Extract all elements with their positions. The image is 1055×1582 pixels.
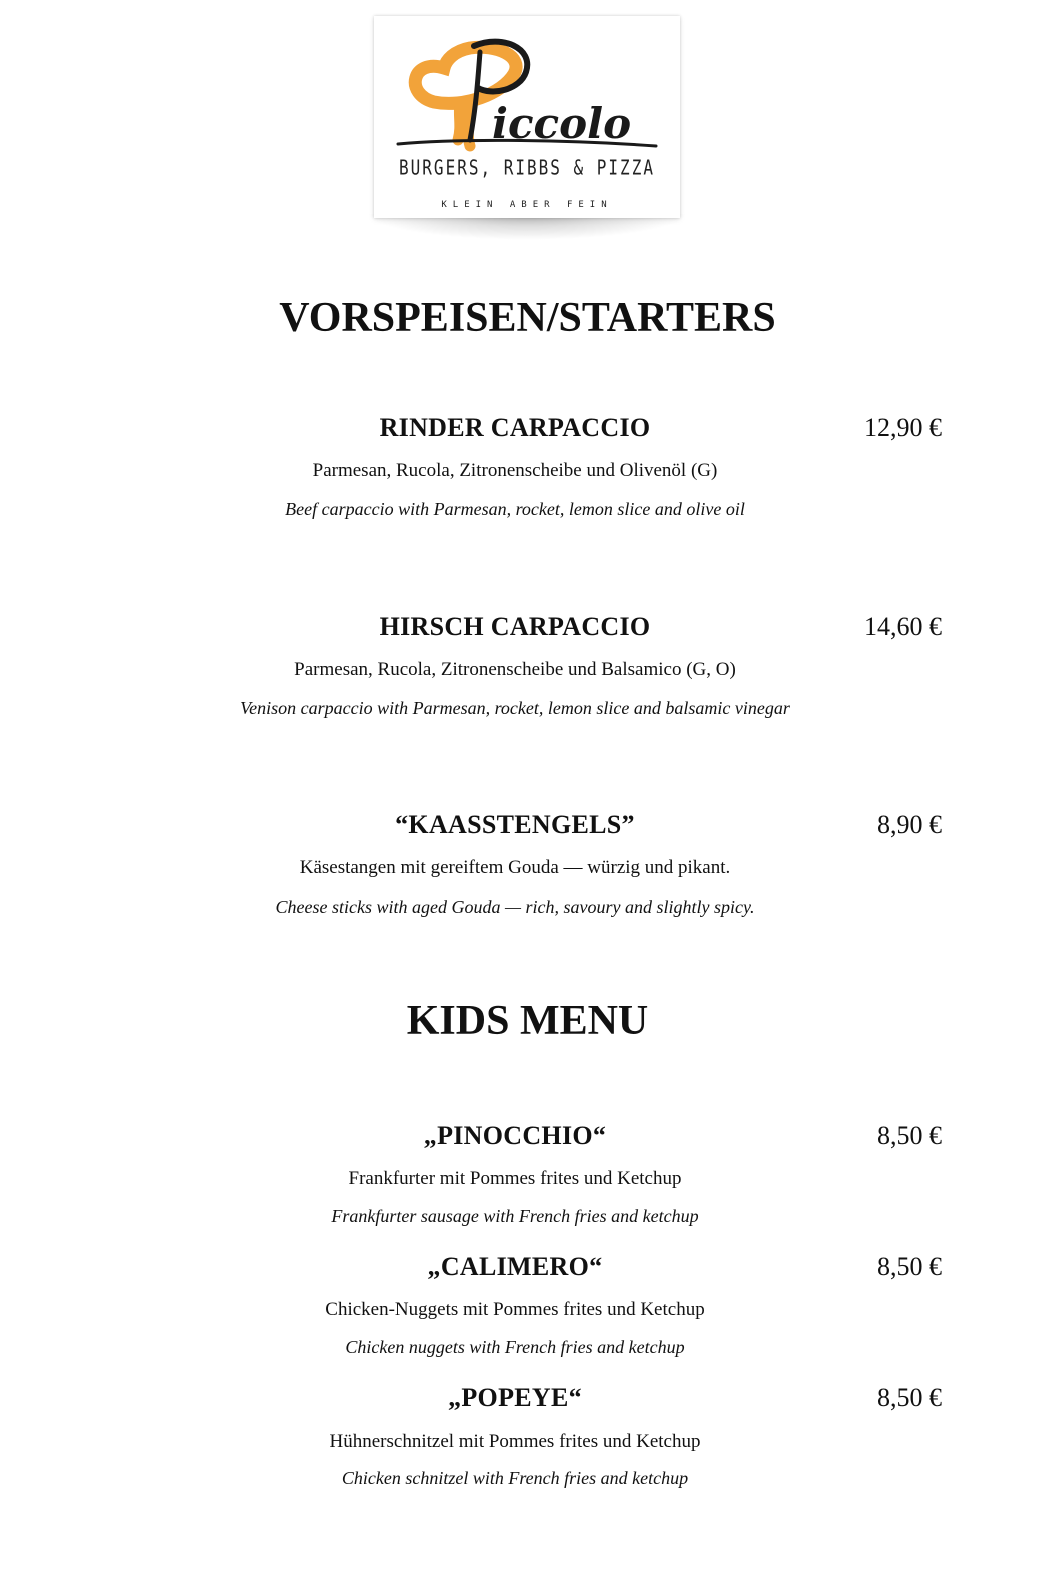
menu-item-name: RINDER CARPACCIO [379, 413, 651, 442]
menu-item-name: “KAASSTENGELS” [395, 810, 635, 839]
menu-item-description-en: Chicken schnitzel with French fries and ketchup [341, 1468, 689, 1488]
menu-item-name: HIRSCH CARPACCIO [379, 612, 651, 641]
menu-item-description-en: Frankfurter sausage with French fries and ketchup [331, 1206, 699, 1226]
menu-item-name: „POPEYE“ [448, 1383, 582, 1412]
menu-item-description-de: Frankfurter mit Pommes frites und Ketchup [348, 1168, 682, 1189]
menu-item-description-en: Venison carpaccio with Parmesan, rocket, lemon slice and balsamic vinegar [240, 698, 790, 718]
logo-wordmark: iccolo [492, 99, 632, 148]
menu-item-name: „PINOCCHIO“ [423, 1121, 607, 1150]
menu-item-price: 12,90 € [864, 413, 942, 442]
menu-item-price: 14,60 € [864, 612, 942, 641]
section-title-kids-menu: KIDS MENU [406, 998, 649, 1044]
logo-orange-swoosh [415, 47, 516, 103]
menu-item-description-de: Käsestangen mit gereiftem Gouda — würzig und pikant. [299, 857, 731, 878]
menu-item-price: 8,90 € [877, 810, 942, 839]
menu-item-description-de: Parmesan, Rucola, Zitronenscheibe und Balsamico (G, O) [294, 659, 736, 680]
menu-item-description-en: Beef carpaccio with Parmesan, rocket, lemon slice and olive oil [285, 499, 745, 519]
logo-slogan: KLEIN ABER FEIN [441, 200, 613, 210]
logo-graphic [374, 16, 680, 218]
restaurant-logo [374, 16, 680, 218]
menu-item-description-de: Parmesan, Rucola, Zitronenscheibe und Olivenöl (G) [312, 460, 718, 481]
menu-item-description-en: Cheese sticks with aged Gouda — rich, savoury and slightly spicy. [275, 897, 755, 917]
menu-item-name: „CALIMERO“ [427, 1252, 603, 1281]
menu-item-price: 8,50 € [877, 1121, 942, 1150]
menu-item-description-de: Hühnerschnitzel mit Pommes frites und Ketchup [329, 1431, 701, 1452]
menu-item-description-de: Chicken-Nuggets mit Pommes frites und Ketchup [325, 1299, 705, 1320]
logo-tagline: BURGERS, RIBBS & PIZZA [399, 155, 655, 180]
section-title-starters: VORSPEISEN/STARTERS [279, 295, 776, 341]
menu-item-price: 8,50 € [877, 1383, 942, 1412]
menu-item-price: 8,50 € [877, 1252, 942, 1281]
menu-item-description-en: Chicken nuggets with French fries and ketchup [345, 1337, 685, 1357]
